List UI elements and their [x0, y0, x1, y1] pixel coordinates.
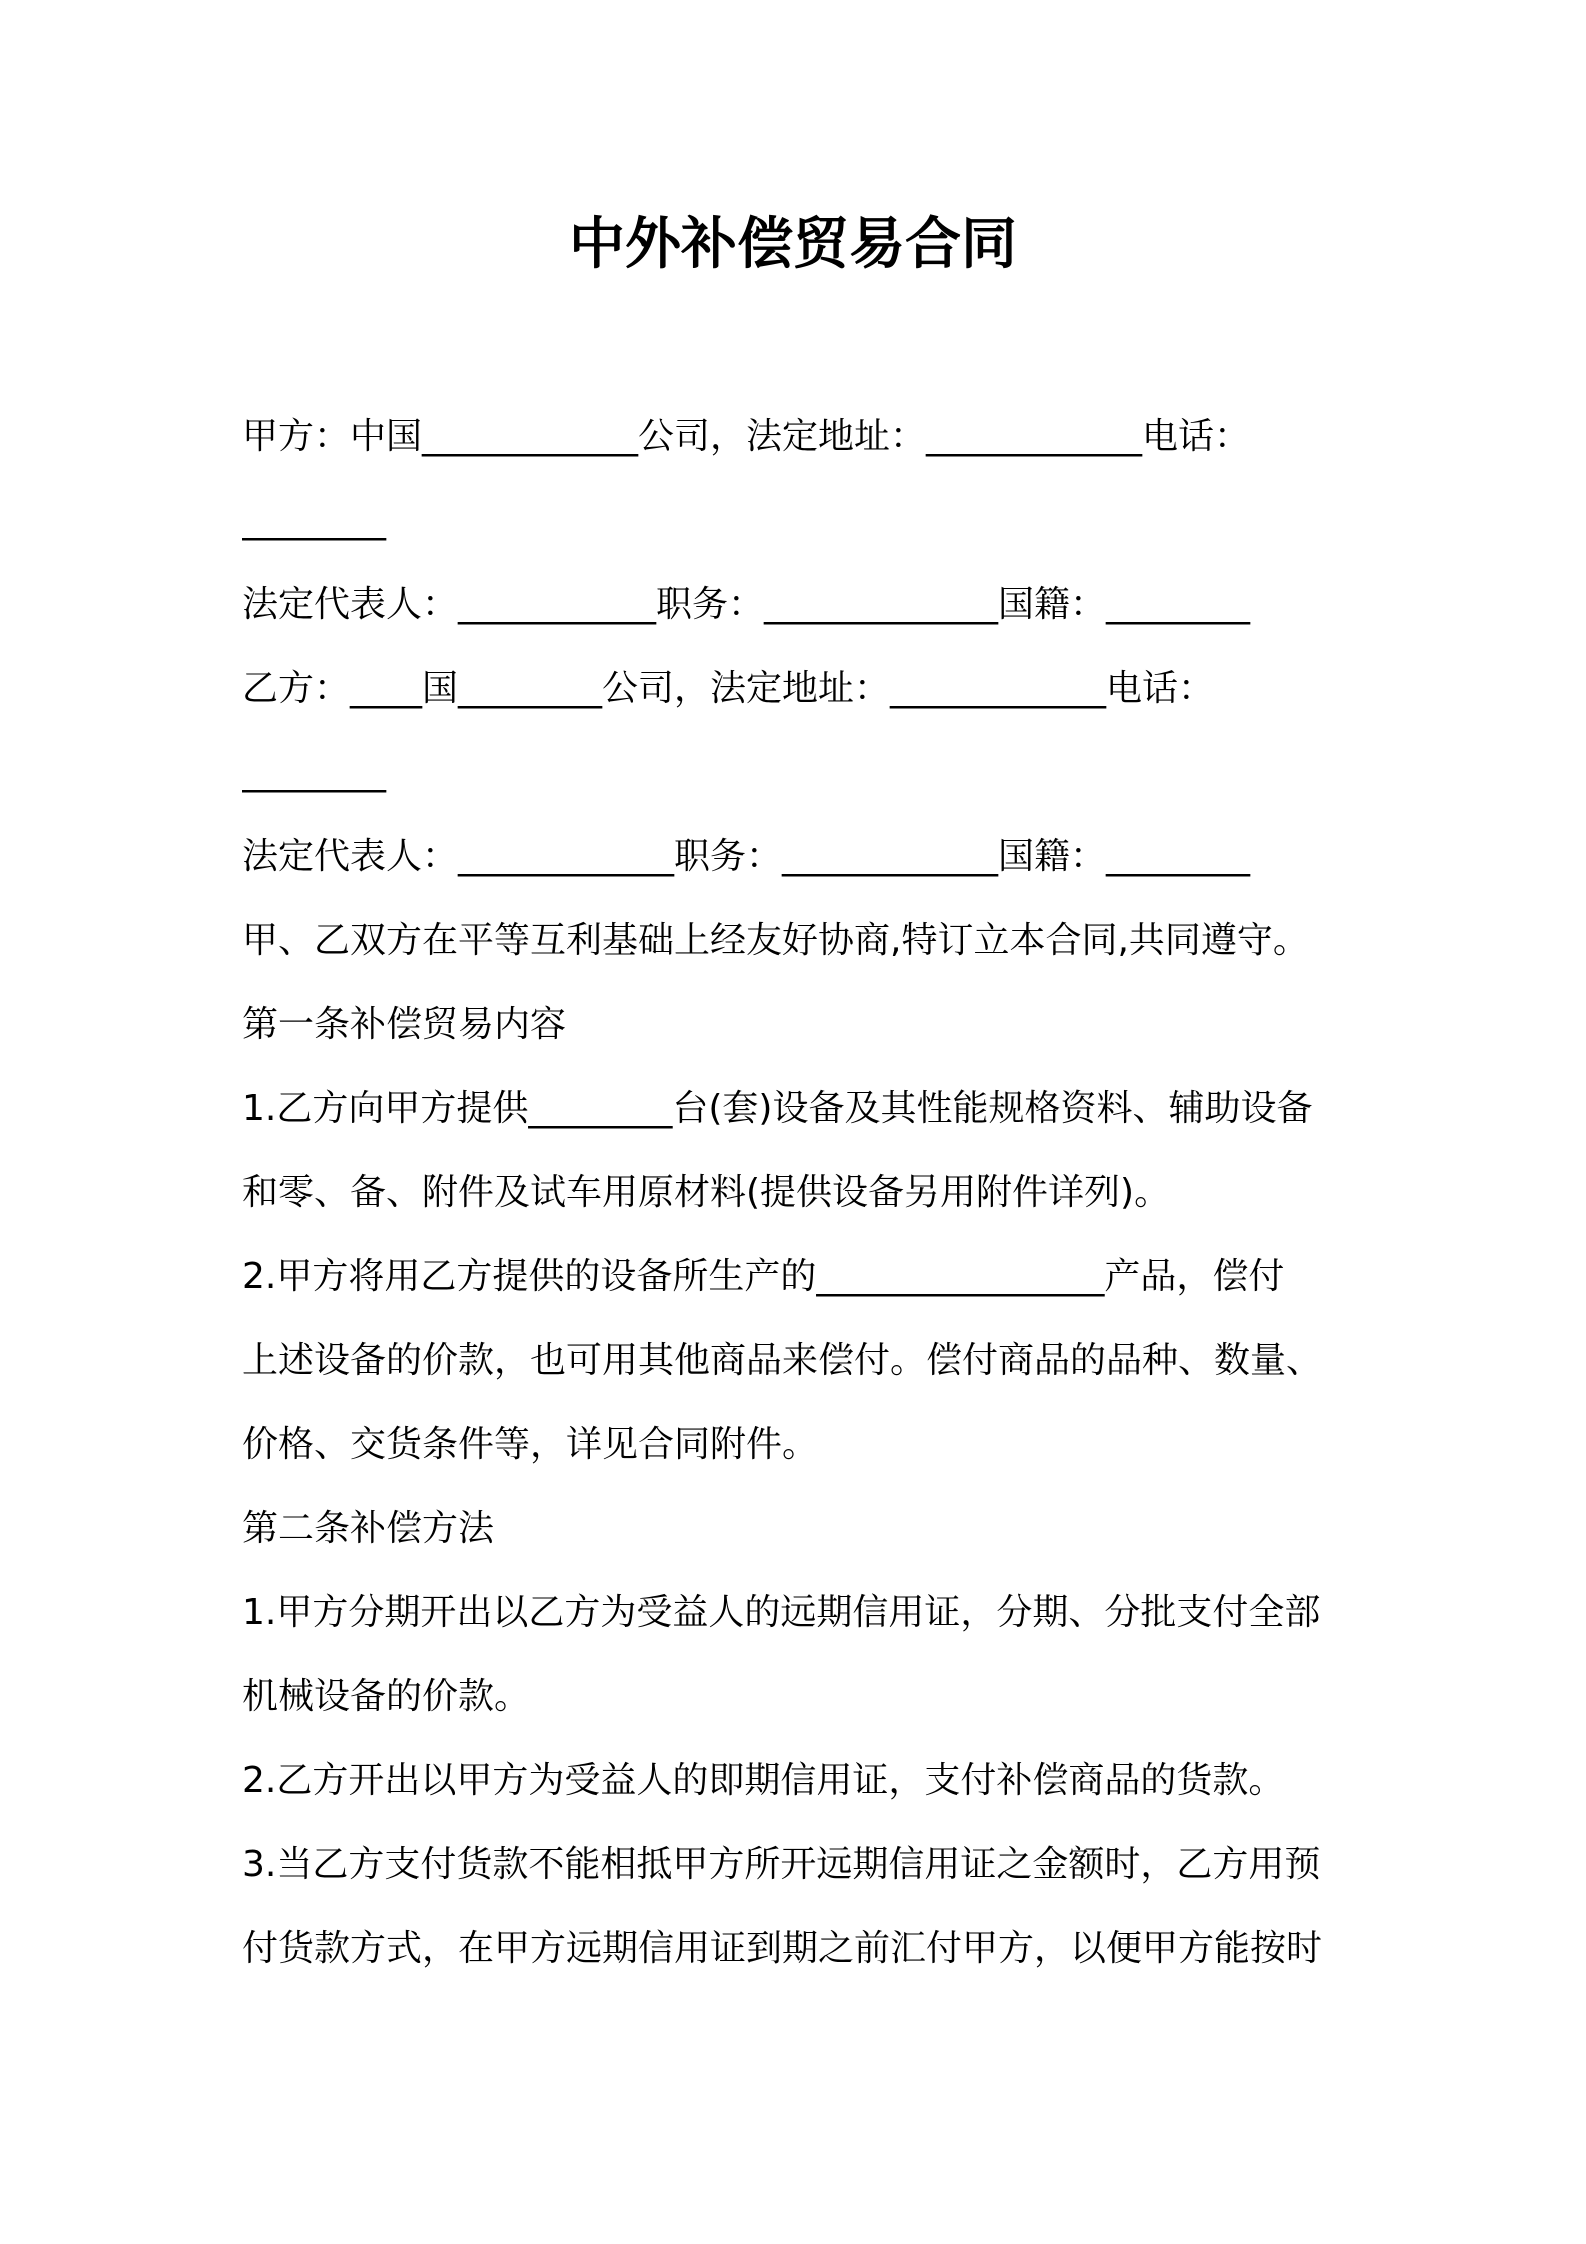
document-title: 中外补偿贸易合同 [569, 212, 1017, 277]
article-1-clause-2-line-3: 价格、交货条件等，详见合同附件。 [242, 1424, 819, 1465]
article-1-clause-1-line-1: 1.乙方向甲方提供________台(套)设备及其性能规格资料、辅助设备 [242, 1088, 1313, 1129]
article-2-clause-1-line-2: 机械设备的价款。 [242, 1676, 531, 1717]
party-b-representative-line: 法定代表人：____________职务：____________国籍：________ [242, 836, 1251, 877]
party-a-phone-blank: ________ [242, 500, 386, 541]
party-b-phone-blank: ________ [242, 752, 386, 793]
article-2-clause-1-line-1: 1.甲方分期开出以乙方为受益人的远期信用证，分期、分批支付全部 [242, 1592, 1321, 1633]
article-2-clause-2-line-1: 2.乙方开出以甲方为受益人的即期信用证，支付补偿商品的货款。 [242, 1760, 1285, 1801]
article-1-heading: 第一条补偿贸易内容 [242, 1004, 567, 1045]
article-2-clause-3-line-1: 3.当乙方支付货款不能相抵甲方所开远期信用证之金额时，乙方用预 [242, 1844, 1321, 1885]
preamble-line: 甲、乙双方在平等互利基础上经友好协商,特订立本合同,共同遵守。 [242, 920, 1309, 961]
article-1-clause-2-line-2: 上述设备的价款，也可用其他商品来偿付。偿付商品的品种、数量、 [242, 1340, 1323, 1381]
party-a-line: 甲方：中国____________公司，法定地址：____________电话： [242, 416, 1251, 457]
article-1-clause-2-line-1: 2.甲方将用乙方提供的设备所生产的________________产品，偿付 [242, 1256, 1285, 1297]
article-2-heading: 第二条补偿方法 [242, 1508, 495, 1549]
party-b-line: 乙方：____国________公司，法定地址：____________电话： [242, 668, 1215, 709]
document-body [242, 395, 1352, 1991]
party-a-representative-line: 法定代表人：___________职务：_____________国籍：________ [242, 584, 1251, 625]
article-2-clause-3-line-2: 付货款方式，在甲方远期信用证到期之前汇付甲方，以便甲方能按时 [242, 1928, 1323, 1969]
article-1-clause-1-line-2: 和零、备、附件及试车用原材料(提供设备另用附件详列)。 [242, 1172, 1171, 1213]
